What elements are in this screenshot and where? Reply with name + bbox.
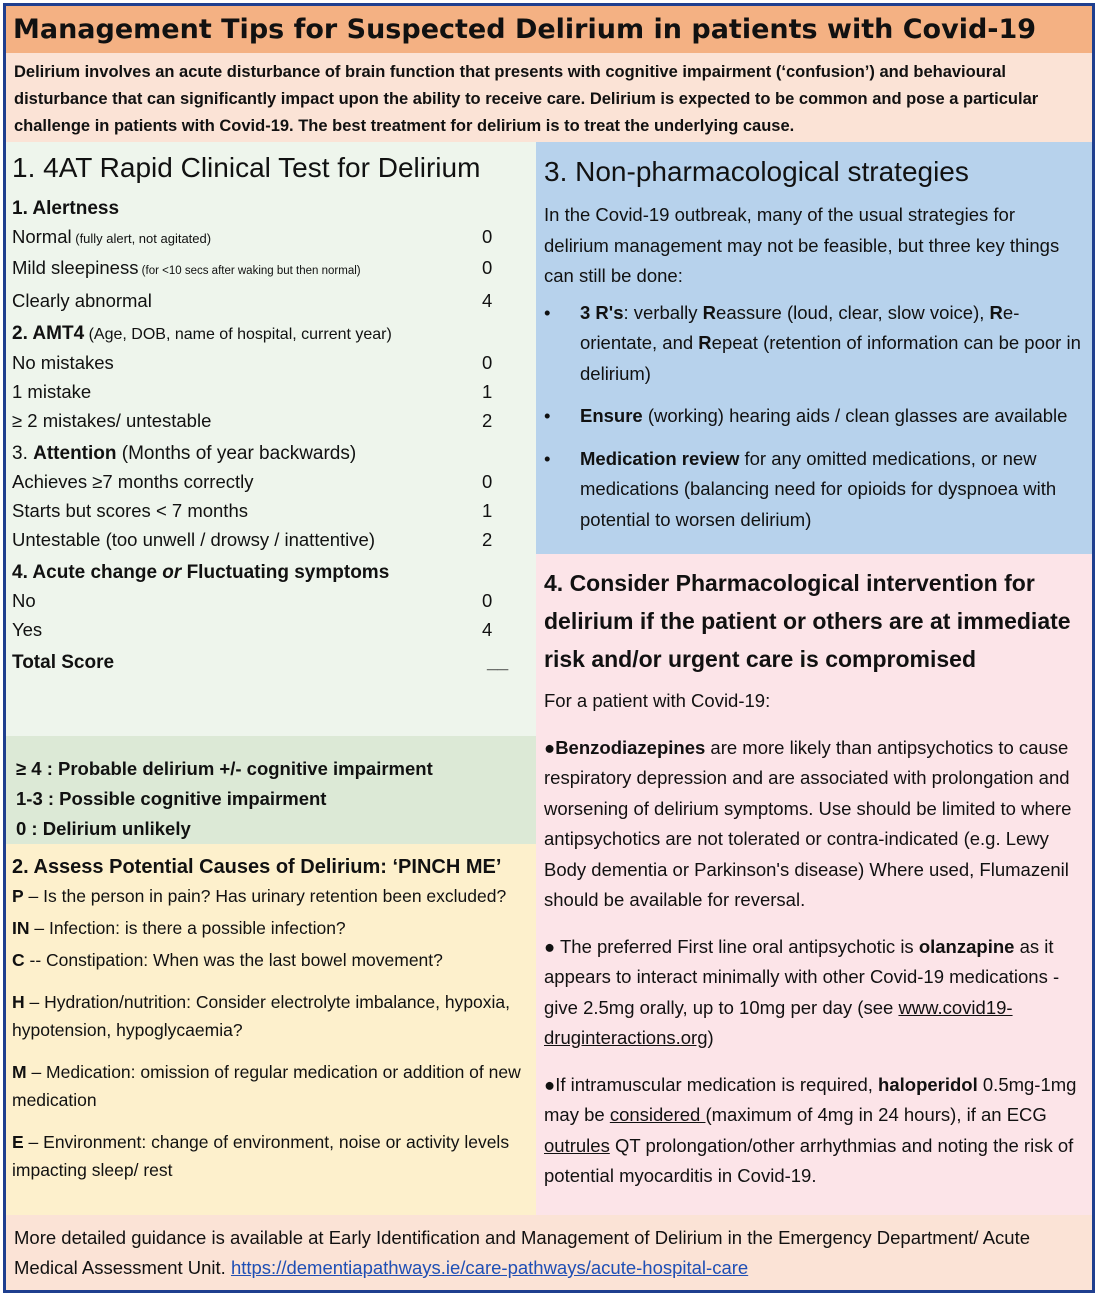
bullet-icon: • xyxy=(544,405,551,426)
right-column xyxy=(536,142,1092,1215)
total-score: Total Score __ xyxy=(12,652,509,673)
section4-heading: 4. Consider Pharmacological intervention for delirium if the patient or others are at immediate risk and/or urgent care is compromised xyxy=(544,570,1071,672)
strategy-item: • Medication review for any omitted medications, or new medications (balancing need for opioids for dyspnoea with potential to worsen delirium) xyxy=(544,444,1084,536)
score-row: ≥ 2 mistakes/ untestable 2 xyxy=(12,410,493,431)
cause-item: E – Environment: change of environment, noise or activity levels impacting sleep/ rest xyxy=(12,1132,510,1180)
interpretation-line: ≥ 4 : Probable delirium +/- cognitive impairment xyxy=(16,758,433,779)
score-row: Normal (fully alert, not agitated) 0 xyxy=(12,226,493,247)
footer-guidance: More detailed guidance is available at Early Identification and Management of Delirium in the Emergency Department/ Acute Medical Assessment Unit. https://dementiapathways.ie/care-pathways/acute-hospital-care xyxy=(6,1215,1092,1293)
section4-intro: For a patient with Covid-19: xyxy=(544,690,771,711)
benzodiazepines-paragraph: ●Benzodiazepines are more likely than antipsychotics to cause respiratory depression and are associated with prolongation and worsening of delirium symptoms. Use should be limited to where antipsychotics are not tolerated or contra-indicated (e.g. Lewy Body dementia or Parkinson's disease) Where used, Flumazenil should be available for reversal. xyxy=(544,736,1072,910)
cause-item: P – Is the person in pain? Has urinary retention been excluded? xyxy=(12,886,507,906)
strategy-item: • Ensure (working) hearing aids / clean glasses are available xyxy=(544,401,1084,432)
amt4-heading: 2. AMT4 (Age, DOB, name of hospital, current year) xyxy=(12,323,392,344)
score-row: Achieves ≥7 months correctly 0 xyxy=(12,471,493,492)
haloperidol-paragraph: ●If intramuscular medication is required, haloperidol 0.5mg-1mg may be considered (maximum of 4mg in 24 hours), if an ECG outrules QT prolongation/other arrhythmias and noting the risk of potential myocarditis in Covid-19. xyxy=(544,1073,1077,1186)
olanzapine-paragraph: ● The preferred First line oral antipsychotic is olanzapine as it appears to interact minimally with other Covid-19 medications - give 2.5mg orally, up to 10mg per day (see www.covid19-druginteractions.org) xyxy=(544,935,1060,1048)
section-non-pharmacological xyxy=(536,142,1092,554)
section3-intro: In the Covid-19 outbreak, many of the usual strategies for delirium management may not be feasible, but three key things can still be done: xyxy=(544,204,1060,286)
page-title: Management Tips for Suspected Delirium in patients with Covid-19 xyxy=(6,6,1092,53)
score-interpretation xyxy=(6,736,536,844)
section-pharmacological xyxy=(536,554,1092,1215)
score-row: Mild sleepiness (for <10 secs after waking but then normal) 0 xyxy=(12,257,493,278)
score-row: 1 mistake 1 xyxy=(12,381,493,402)
content-columns xyxy=(6,142,1092,1215)
bullet-icon: • xyxy=(544,301,551,323)
cause-item: IN – Infection: is there a possible infection? xyxy=(12,918,346,938)
acute-change-heading: 4. Acute change or Fluctuating symptoms xyxy=(12,562,390,583)
bullet-icon: • xyxy=(544,447,551,469)
cause-item: C -- Constipation: When was the last bowel movement? xyxy=(12,950,443,970)
infographic-frame xyxy=(3,3,1095,1293)
section-pinch-me xyxy=(6,844,536,1215)
section3-heading: 3. Non-pharmacological strategies xyxy=(544,156,969,187)
attention-heading: 3. Attention (Months of year backwards) xyxy=(12,443,357,464)
score-row: No mistakes 0 xyxy=(12,352,493,373)
section1-heading: 1. 4AT Rapid Clinical Test for Delirium xyxy=(12,152,481,183)
dementiapathways-link[interactable]: https://dementiapathways.ie/care-pathways/acute-hospital-care xyxy=(230,1257,749,1278)
strategy-item: • 3 R's: verbally Reassure (loud, clear, slow voice), Re-orientate, and Repeat (retention of information can be poor in delirium) xyxy=(544,298,1084,390)
interpretation-line: 0 : Delirium unlikely xyxy=(16,818,191,839)
score-row: No 0 xyxy=(12,590,493,611)
druginteractions-link[interactable]: www.covid19-druginteractions.org xyxy=(544,996,1013,1048)
strategy-list xyxy=(544,298,1084,536)
cause-item: H – Hydration/nutrition: Consider electrolyte imbalance, hypoxia, hypotension, hypoglycaemia? xyxy=(12,992,511,1040)
score-row: Untestable (too unwell / drowsy / inattentive) 2 xyxy=(12,529,493,550)
score-row: Yes 4 xyxy=(12,619,493,640)
score-row: Starts but scores < 7 months 1 xyxy=(12,500,493,521)
section2-heading: 2. Assess Potential Causes of Delirium: ‘PINCH ME’ xyxy=(12,856,502,878)
intro-text: Delirium involves an acute disturbance of brain function that presents with cognitive impairment (‘confusion’) and behavioural disturbance that can significantly impact upon the ability to receive care. Delirium is expected to be common and pose a particular challenge in patients with Covid-19. The best treatment for delirium is to treat the underlying cause. xyxy=(6,53,1092,142)
interpretation-line: 1-3 : Possible cognitive impairment xyxy=(16,788,327,809)
alertness-heading: 1. Alertness xyxy=(12,198,120,219)
section-4at-test xyxy=(6,142,536,736)
cause-item: M – Medication: omission of regular medication or addition of new medication xyxy=(12,1062,521,1110)
left-column xyxy=(6,142,536,1215)
score-row: Clearly abnormal 4 xyxy=(12,290,493,311)
